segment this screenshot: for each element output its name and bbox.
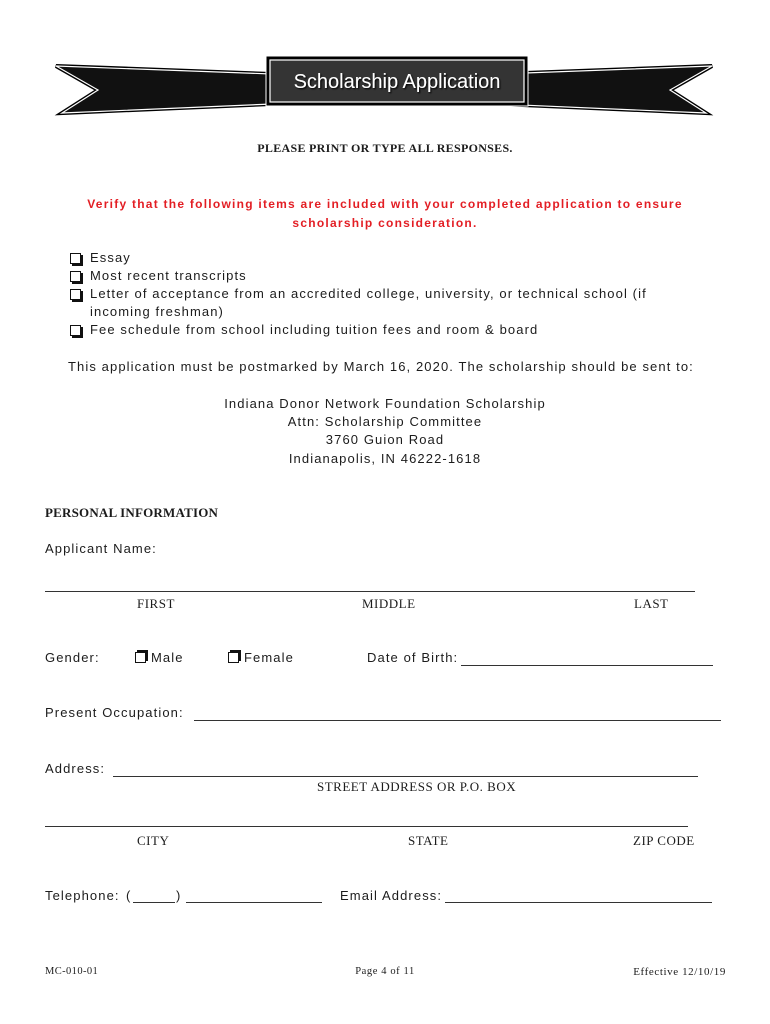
verify-notice-line-1: Verify that the following items are included with your completed application to ensure [87, 197, 683, 211]
gender-female-checkbox-icon[interactable] [228, 652, 239, 663]
checkbox-icon[interactable] [70, 289, 81, 300]
title-banner [0, 0, 770, 130]
form-code: MC-010-01 [45, 966, 99, 977]
ribbon-left-tail [56, 66, 272, 113]
checklist-item-label: Essay [90, 250, 131, 265]
telephone-area-code-field[interactable] [133, 888, 175, 903]
address-label: Address: [45, 761, 106, 776]
street-address-field[interactable] [113, 762, 698, 777]
checkbox-icon[interactable] [70, 271, 81, 282]
name-part-caption-first: FIRST [137, 596, 175, 611]
email-address-field[interactable] [445, 888, 712, 903]
date-of-birth-field[interactable] [461, 651, 713, 666]
street-address-caption: STREET ADDRESS OR P.O. BOX [317, 779, 517, 794]
gender-male-checkbox-icon[interactable] [135, 652, 146, 663]
state-caption: STATE [408, 833, 449, 848]
gender-option-female[interactable]: Female [244, 650, 294, 665]
checklist-item-transcripts[interactable] [70, 268, 730, 284]
name-part-caption-last: LAST [634, 596, 669, 611]
gender-label: Gender: [45, 650, 100, 665]
date-of-birth-label: Date of Birth: [367, 650, 459, 665]
present-occupation-field[interactable] [194, 706, 721, 721]
checkbox-icon[interactable] [70, 253, 81, 264]
checklist-item-label-continuation: incoming freshman) [90, 304, 224, 319]
applicant-name-field[interactable] [45, 577, 695, 592]
zip-code-caption: ZIP CODE [633, 833, 695, 848]
mailing-address-line: 3760 Guion Road [325, 432, 445, 447]
page-number: Page 4 of 11 [355, 966, 415, 977]
postmark-instruction: This application must be postmarked by March 16, 2020. The scholarship should be sent to: [68, 359, 694, 374]
section-heading: PERSONAL INFORMATION [45, 505, 219, 520]
checklist-item-acceptance-letter[interactable] [70, 286, 730, 302]
mailing-address-line: Indiana Donor Network Foundation Scholarship [224, 396, 546, 411]
print-notice: PLEASE PRINT OR TYPE ALL RESPONSES. [257, 141, 513, 155]
area-code-close-paren: ) [176, 888, 182, 903]
checklist-item-essay[interactable] [70, 250, 730, 266]
banner-title: Scholarship Application [293, 71, 501, 93]
telephone-number-field[interactable] [186, 888, 322, 903]
present-occupation-label: Present Occupation: [45, 705, 184, 720]
checklist-item-label: Fee schedule from school including tuition fees and room & board [90, 322, 539, 337]
email-address-label: Email Address: [340, 888, 443, 903]
ribbon-right-tail [498, 66, 712, 113]
verify-notice-line-2: scholarship consideration. [292, 216, 478, 230]
telephone-label: Telephone: [45, 888, 120, 903]
mailing-address-line: Attn: Scholarship Committee [287, 414, 483, 429]
effective-date: Effective 12/10/19 [633, 966, 726, 978]
gender-option-male[interactable]: Male [151, 650, 184, 665]
checkbox-icon[interactable] [70, 325, 81, 336]
checklist-item-label: Letter of acceptance from an accredited college, university, or technical school (if [90, 286, 647, 301]
checklist-item-fee-schedule[interactable] [70, 322, 730, 338]
checklist-item-label: Most recent transcripts [90, 268, 247, 283]
area-code-open-paren: ( [126, 888, 132, 903]
name-part-caption-middle: MIDDLE [362, 596, 416, 611]
city-caption: CITY [137, 833, 170, 848]
city-state-zip-field[interactable] [45, 812, 688, 827]
mailing-address-line: Indianapolis, IN 46222-1618 [288, 451, 482, 466]
applicant-name-label: Applicant Name: [45, 541, 157, 556]
